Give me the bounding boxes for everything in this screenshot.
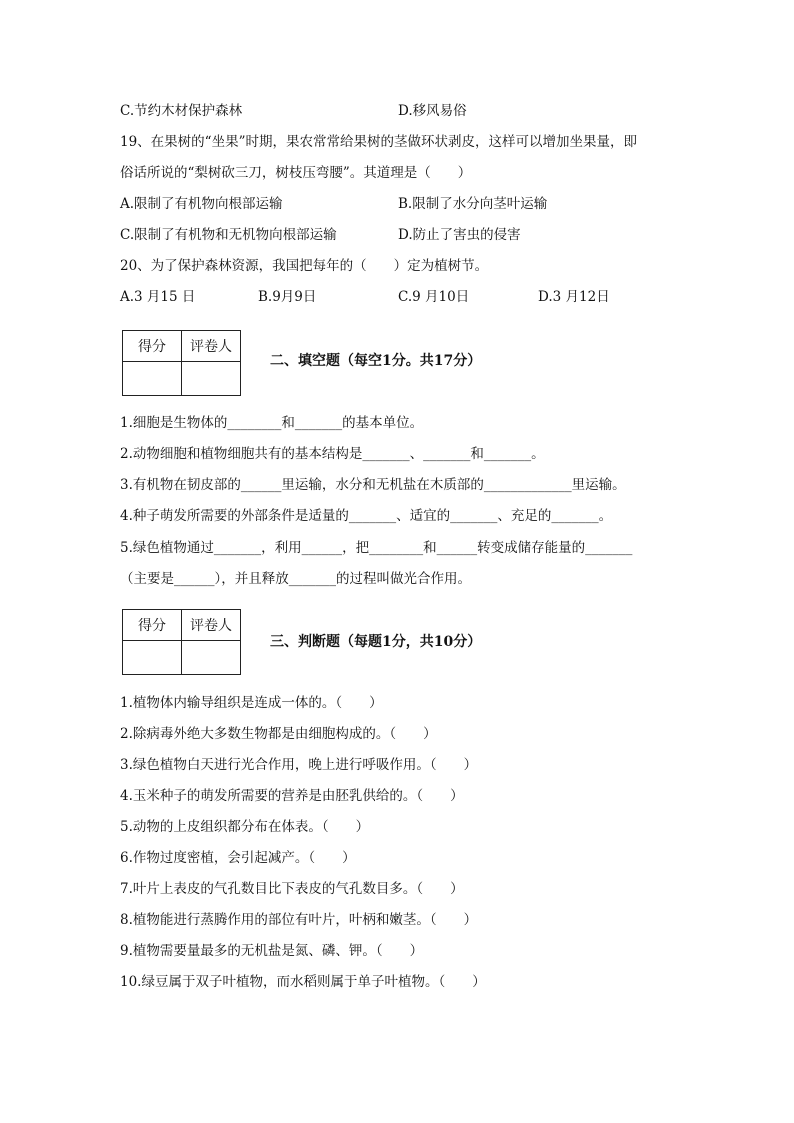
fill-item-5-line1: 5.绿色植物通过_______，利用______，把________和______转变成储存能量的_______	[120, 540, 633, 556]
grader-cell[interactable]	[182, 641, 241, 675]
fill-item-3: 3.有机物在韧皮部的______里运输，水分和无机盐在木质部的_____________里运输。	[120, 477, 626, 493]
question-20-stem: 20、为了保护森林资源，我国把每年的（ ）定为植树节。	[120, 258, 489, 274]
fill-item-1: 1.细胞是生物体的________和_______的基本单位。	[120, 415, 424, 431]
section3-title: 三、判断题（每题1分，共10分）	[270, 634, 482, 650]
question-19-option-a: A.限制了有机物向根部运输	[120, 196, 283, 212]
option-d-prev: D.移风易俗	[398, 103, 467, 119]
score-cell[interactable]	[123, 362, 182, 396]
score-label: 得分	[123, 331, 182, 362]
question-20-option-b: B.9月9日	[258, 289, 317, 305]
grader-label: 评卷人	[182, 331, 241, 362]
score-cell[interactable]	[123, 641, 182, 675]
judge-item-4: 4.玉米种子的萌发所需要的营养是由胚乳供给的。（ ）	[120, 788, 464, 804]
judge-item-7: 7.叶片上表皮的气孔数目比下表皮的气孔数目多。（ ）	[120, 881, 464, 897]
question-19-option-d: D.防止了害虫的侵害	[398, 227, 521, 243]
grader-cell[interactable]	[182, 362, 241, 396]
question-19-option-b: B.限制了水分向茎叶运输	[398, 196, 548, 212]
judge-item-1: 1.植物体内输导组织是连成一体的。（ ）	[120, 695, 383, 711]
judge-item-9: 9.植物需要量最多的无机盐是氮、磷、钾。（ ）	[120, 943, 424, 959]
fill-item-5-line2: （主要是______），并且释放_______的过程叫做光合作用。	[120, 571, 471, 587]
score-label: 得分	[123, 610, 182, 641]
question-19-line2: 俗话所说的“梨树砍三刀，树枝压弯腰”。其道理是（ ）	[120, 165, 472, 181]
question-20-option-a: A.3 月15 日	[120, 289, 196, 305]
question-19-option-c: C.限制了有机物和无机物向根部运输	[120, 227, 337, 243]
question-20-option-d: D.3 月12日	[538, 289, 610, 305]
judge-item-10: 10.绿豆属于双子叶植物，而水稻则属于单子叶植物。（ ）	[120, 974, 486, 990]
score-table-section3	[122, 609, 241, 675]
fill-item-2: 2.动物细胞和植物细胞共有的基本结构是_______、_______和_______。	[120, 446, 545, 462]
judge-item-3: 3.绿色植物白天进行光合作用，晚上进行呼吸作用。（ ）	[120, 757, 478, 773]
question-19-line1: 19、在果树的“坐果”时期，果农常常给果树的茎做环状剥皮，这样可以增加坐果量，即	[120, 134, 637, 150]
judge-item-8: 8.植物能进行蒸腾作用的部位有叶片，叶柄和嫩茎。（ ）	[120, 912, 478, 928]
fill-item-4: 4.种子萌发所需要的外部条件是适量的_______、适宜的_______、充足的_______。	[120, 508, 613, 524]
question-20-option-c: C.9 月10日	[398, 289, 470, 305]
judge-item-5: 5.动物的上皮组织都分布在体表。（ ）	[120, 819, 370, 835]
section2-title: 二、填空题（每空1分。共17分）	[270, 353, 482, 369]
option-c-prev: C.节约木材保护森林	[120, 103, 243, 119]
judge-item-2: 2.除病毒外绝大多数生物都是由细胞构成的。（ ）	[120, 726, 437, 742]
judge-item-6: 6.作物过度密植，会引起减产。（ ）	[120, 850, 356, 866]
score-table-section2	[122, 330, 241, 396]
grader-label: 评卷人	[182, 610, 241, 641]
